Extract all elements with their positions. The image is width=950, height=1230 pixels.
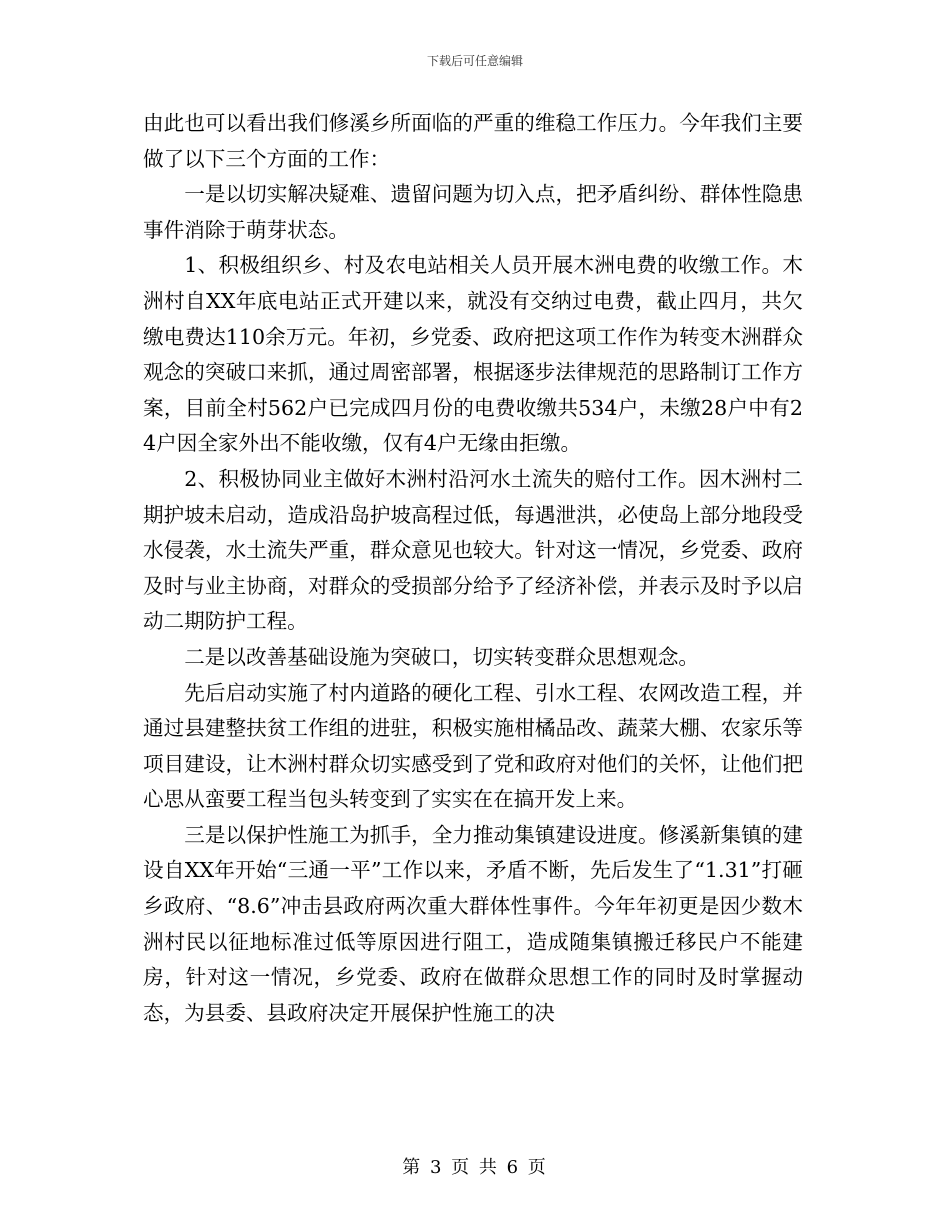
page-header-note: 下载后可任意编辑 <box>426 54 523 68</box>
page-number: 第 3 页 共 6 页 <box>402 1157 548 1178</box>
paragraph-2: 一是以切实解决疑难、遗留问题为切入点，把矛盾纠纷、群体性隐患事件消除于萌芽状态。 <box>143 182 803 242</box>
paragraph-5: 二是以改善基础设施为突破口，切实转变群众思想观念。 <box>184 644 700 669</box>
paragraph-3: 1、积极组织乡、村及农电站相关人员开展木洲电费的收缴工作。木洲村自XX年底电站正式开建以来，就没有交纳过电费，截止四月，共欠缴电费达110余万元。年初，乡党委、政府把这项工作作为转变木洲群众观念的突破口来抓，通过周密部署，根据逐步法律规范的思路制订工作方案，目前全村562户已完成四月份的电费收缴共534户，未缴28户中有24户因全家外出不能收缴，仅有4户无缘由拒缴。 <box>143 253 803 456</box>
paragraph-7: 三是以保护性施工为抓手，全力推动集镇建设进度。修溪新集镇的建设自XX年开始“三通一平”工作以来，矛盾不断，先后发生了“1.31”打砸乡政府、“8.6”冲击县政府两次重大群体性事件。今年年初更是因少数木洲村民以征地标准过低等原因进行阻工，造成随集镇搬迁移民户不能建房，针对这一情况，乡党委、政府在做群众思想工作的同时及时掌握动态，为县委、县政府决定开展保护性施工的决 <box>143 822 803 1025</box>
paragraph-1: 由此也可以看出我们修溪乡所面临的严重的维稳工作压力。今年我们主要做了以下三个方面的工作： <box>143 111 803 171</box>
paragraph-4: 2、积极协同业主做好木洲村沿河水土流失的赔付工作。因木洲村二期护坡未启动，造成沿岛护坡高程过低，每遇泄洪，必使岛上部分地段受水侵袭，水土流失严重，群众意见也较大。针对这一情况，乡党委、政府及时与业主协商，对群众的受损部分给予了经济补偿，并表示及时予以启动二期防护工程。 <box>143 466 803 634</box>
document-body <box>143 106 803 1031</box>
paragraph-6: 先后启动实施了村内道路的硬化工程、引水工程、农网改造工程，并通过县建整扶贫工作组的进驻，积极实施柑橘品改、蔬菜大棚、农家乐等项目建设，让木洲村群众切实感受到了党和政府对他们的关怀，让他们把心思从蛮要工程当包头转变到了实实在在搞开发上来。 <box>143 680 803 812</box>
